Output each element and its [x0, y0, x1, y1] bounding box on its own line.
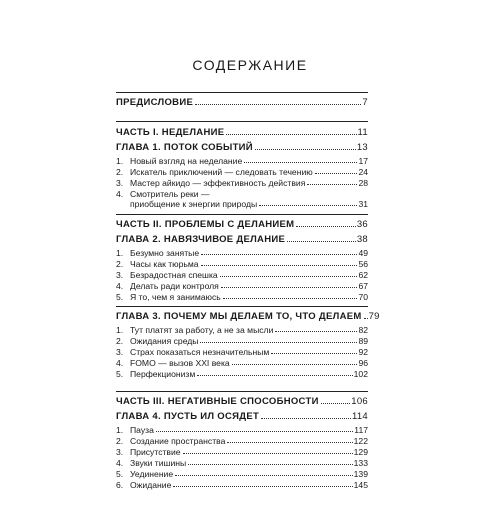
toc-entry-section: 1. Пауза 117 — [116, 425, 368, 435]
toc-entry-section: 1. Новый взгляд на неделание 17 — [116, 156, 368, 166]
toc-entry-section: 1. Тут платят за работу, а не за мысли 82 — [116, 325, 368, 335]
toc-entry-section: 3. Страх показаться незначительным 92 — [116, 347, 368, 357]
toc-title: СОДЕРЖАНИЕ — [192, 57, 308, 73]
toc-entry-section: 5. Я то, чем я занимаюсь 70 — [116, 292, 368, 302]
toc-entry-chapter: ГЛАВА 4. ПУСТЬ ИЛ ОСЯДЕТ 114 — [116, 411, 368, 422]
toc-entry-section: 2. Создание пространства 122 — [116, 436, 368, 446]
toc-entry-chapter: ГЛАВА 2. НАВЯЗЧИВОЕ ДЕЛАНИЕ 38 — [116, 234, 368, 245]
toc-entry-section-continued: приобщение к энергии природы 31 — [130, 199, 368, 209]
toc-entry-section: 4. Смотритель реки — — [116, 189, 210, 199]
toc-entry-section: 3. Безрадостная спешка 62 — [116, 270, 368, 280]
section-divider — [116, 306, 368, 307]
section-divider — [116, 92, 368, 93]
toc-entry-section: 2. Часы как тюрьма 56 — [116, 259, 368, 269]
toc-entry-section: 4. Звуки тишины 133 — [116, 458, 368, 468]
toc-entry-part: ЧАСТЬ III. НЕГАТИВНЫЕ СПОСОБНОСТИ 106 — [116, 396, 368, 407]
toc-entry-section: 4. Делать ради контроля 67 — [116, 281, 368, 291]
toc-entry-section: 1. Безумно занятые 49 — [116, 248, 368, 258]
toc-entry-section: 5. Перфекционизм 102 — [116, 369, 368, 379]
toc-entry-part: ЧАСТЬ II. ПРОБЛЕМЫ С ДЕЛАНИЕМ 36 — [116, 219, 368, 230]
toc-entry-chapter: ГЛАВА 1. ПОТОК СОБЫТИЙ 13 — [116, 142, 368, 153]
toc-entry-section: 4. FOMO — вызов XXI века 96 — [116, 358, 368, 368]
toc-entry-chapter: ГЛАВА 3. ПОЧЕМУ МЫ ДЕЛАЕМ ТО, ЧТО ДЕЛАЕМ 79 — [116, 311, 380, 322]
toc-entry-section: 5. Уединение 139 — [116, 469, 368, 479]
section-divider — [116, 214, 368, 215]
toc-entry-section: 2. Ожидания среды 89 — [116, 336, 368, 346]
toc-entry-part: ЧАСТЬ I. НЕДЕЛАНИЕ 11 — [116, 127, 368, 138]
toc-entry-section: 3. Присутствие 129 — [116, 447, 368, 457]
toc-entry-section: 3. Мастер айкидо — эффективность действия 28 — [116, 178, 368, 188]
toc-entry-preface: ПРЕДИСЛОВИЕ 7 — [116, 97, 368, 108]
toc-entry-section: 2. Искатель приключений — следовать течению 24 — [116, 167, 368, 177]
section-divider — [116, 121, 368, 122]
section-divider — [116, 391, 368, 392]
toc-entry-section: 6. Ожидание 145 — [116, 480, 368, 490]
